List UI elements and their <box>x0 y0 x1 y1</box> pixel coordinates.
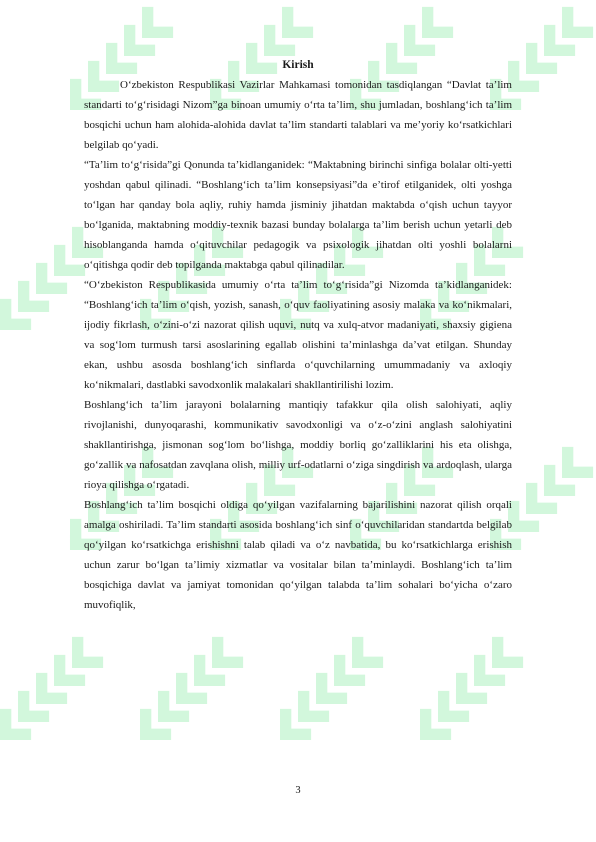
watermark-chevron <box>476 631 528 683</box>
page-number: 3 <box>295 785 301 796</box>
document-page <box>84 58 512 615</box>
watermark-chevron <box>422 685 474 737</box>
watermark-chevron <box>510 37 562 89</box>
watermark-chevron <box>126 1 178 53</box>
paragraph-3: “O‘zbekiston Respublikasida umumiy o‘rta ta’lim to‘g‘risida”gi Nizomda ta’kidlanganidek: “Boshlang‘ich ta’lim o‘qish, yozish, sanash, o‘quv faoliyatining asosiy malaka va ko‘nikmalari, ijodiy fikrlash, o‘zini-o‘zi nazorat qilish uquvi, nutq va xulq-atvor madaniyati, shaxsiy gigiena va sog‘lom turmush tarsi asoslarining egallab olishini ta’minlashga da’vat etilgan. Shunday ekan, ushbu asosda boshlang‘ich sinflarda o‘quvchilarning umummadaniy va axloqiy ko‘nikmalari, dastlabki savodxonlik malakalari shakllantirilishi lozim. <box>84 279 512 391</box>
paragraph-1: O‘zbekiston Respublikasi Vazirlar Mahkamasi tomonidan tasdiqlangan “Davlat ta’lim standarti to‘g‘risidagi Nizom”ga binoan umumiy o‘rta ta’lim, shu jumladan, boshlang‘ich ta’lim bosqichi uchun ham alohida-alohida davlat ta’lim standarti talablari va me’yoriy ko‘rsatkichlari belgilab qo‘yadi. <box>84 79 512 151</box>
watermark-chevron <box>178 649 230 701</box>
watermark-chevron <box>440 667 492 719</box>
watermark-chevron <box>318 649 370 701</box>
watermark-chevron <box>20 667 72 719</box>
paragraph-2: “Ta’lim to‘g‘risida”gi Qonunda ta’kidlanganidek: “Maktabning birinchi sinfiga bolalar olti-yetti yoshdan qabul qilinadi. “Boshlang‘ich ta’lim konsepsiyasi”da e’tirof etilganidek, olti yoshga to‘lgan har qanday bola aqliy, ruhiy hamda jisminiy jihatdan maktabda o‘qish uchun tayyor bo‘lganida, maktabning moddiy-texnik bazasi bunday bolalarga ta’lim berish uchun yetarli deb hisoblanganda hamda o‘qituvchilar pedagogik va psixologik jihatdan olti yoshli bolalarni o‘qitishga qodir deb topilganda maktabga qabul qilinadilar. <box>84 159 512 271</box>
watermark-chevron <box>406 1 458 53</box>
watermark-chevron <box>38 239 90 291</box>
paragraph-4: Boshlang‘ich ta’lim jarayoni bolalarning mantiqiy tafakkur qila olish salohiyati, aqliy rivojlanishi, dunyoqarashi, kommunikativ savodxonligi va o‘z-o‘zini anglash salohiyatini shakllantirishga, jismonan sog‘lom bo‘lishga, moddiy borliq go‘zalliklarini his eta olishga, go‘zallik va nafosatdan zavqlana olish, milliy urf-odatlarni o‘ziga singdirish va ardoqlash, ularga rioya qilishga o‘rgatadi. <box>84 399 512 491</box>
watermark-chevron <box>2 275 54 327</box>
watermark-chevron <box>266 1 318 53</box>
watermark-chevron <box>160 667 212 719</box>
watermark-chevron <box>264 703 316 755</box>
watermark-chevron <box>0 293 37 345</box>
watermark-chevron <box>528 19 580 71</box>
watermark-chevron <box>404 703 456 755</box>
watermark-chevron <box>336 631 388 683</box>
watermark-chevron <box>546 441 596 493</box>
watermark-chevron <box>20 257 72 309</box>
document-title: Kirish <box>282 59 314 71</box>
watermark-chevron <box>300 667 352 719</box>
paragraph-5: Boshlang‘ich ta’lim bosqichi oldiga qo‘yilgan vazifalarning bajarilishini nazorat qilish orqali amalga oshiriladi. Ta’lim standarti asosida boshlang‘ich sinf o‘quvchilaridan standartda belgilab qo‘yilgan ko‘rsatkichga erishishni talab qiladi va o‘z navbatida, bu ko‘rsatkichlarga erishish uchun zarur bo‘lgan ta’limiy xizmatlar va vositalar bilan ta’minlaydi. Boshlang‘ich ta’lim bosqichiga davlat va jamiyat tomonidan qo‘yilgan talabda ta’lim sohalari bo‘yicha o‘zaro muvofiqlik, <box>84 499 512 611</box>
watermark-chevron <box>124 703 176 755</box>
watermark-chevron <box>546 1 596 53</box>
watermark-chevron <box>528 459 580 511</box>
watermark-chevron <box>38 649 90 701</box>
watermark-chevron <box>282 685 334 737</box>
watermark-chevron <box>458 649 510 701</box>
watermark-chevron <box>0 703 37 755</box>
watermark-chevron <box>196 631 248 683</box>
watermark-chevron <box>2 685 54 737</box>
watermark-chevron <box>510 477 562 529</box>
watermark-chevron <box>142 685 194 737</box>
watermark-chevron <box>56 631 108 683</box>
